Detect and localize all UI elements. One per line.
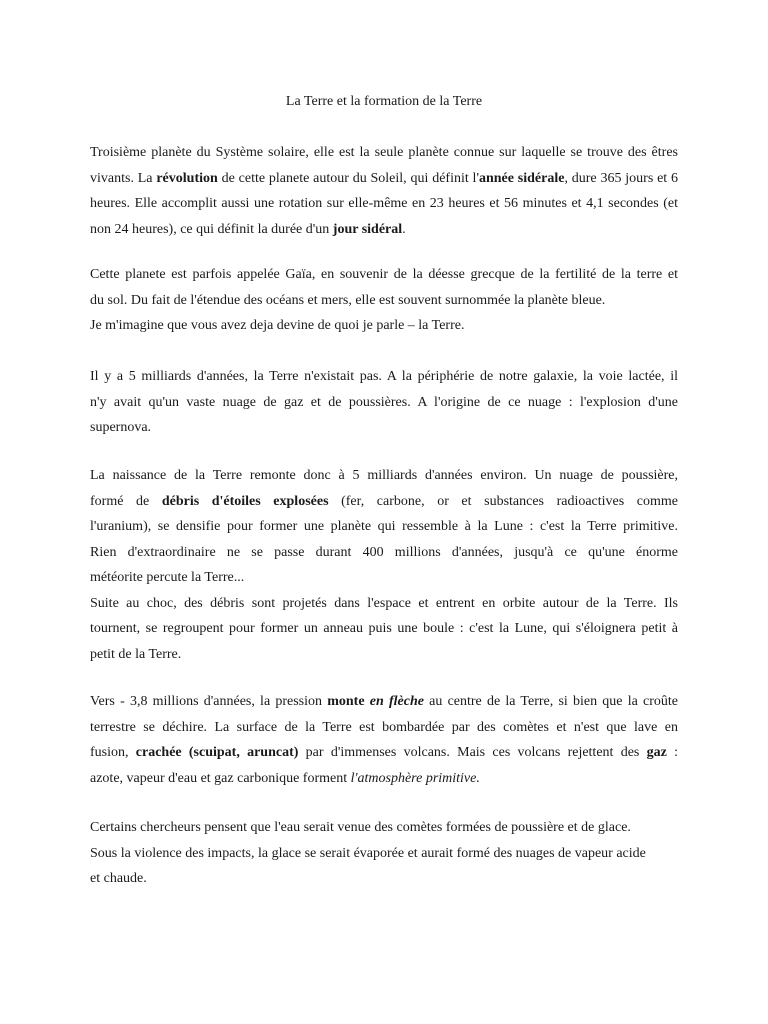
text-line: terrestre se déchire. La surface de la Terre est bombardée par des comètes et n'est que lave en	[90, 719, 678, 735]
bold-term-crachee: crachée (scuipat, aruncat)	[135, 745, 299, 760]
text-span: , dure 365 jours et 6 heures. Elle accomplit aussi une rotation sur elle-même en 23 heures et 56 minutes et 4,1 secondes (et non 24 heures), ce qui définit la durée d'un	[90, 170, 679, 237]
text-line: tournent, se regroupent pour former un anneau puis une boule : c'est la Lune, qui s'éloignera petit à	[90, 621, 678, 636]
paragraph-planet-intro	[90, 140, 678, 242]
text-span: par d'immenses volcans. Mais ces volcans rejettent des	[298, 745, 647, 760]
text-span: :	[666, 745, 678, 760]
text-span: formé de	[90, 493, 162, 509]
text-line: Je m'imagine que vous avez deja devine de quoi je parle – la Terre.	[90, 318, 465, 333]
italic-term-atmosphere: l'atmosphère primitive.	[350, 770, 480, 786]
paragraph-pressure	[90, 689, 678, 791]
text-line: supernova.	[90, 420, 152, 435]
text-line: Cette planete est parfois appelée Gaïa, en souvenir de la déesse grecque de la fertilité de la terre et	[90, 267, 678, 282]
text-line: Sous la violence des impacts, la glace se serait évaporée et aurait formé des nuages de vapeur acide	[90, 845, 646, 861]
text-span: .	[402, 221, 406, 237]
text-span: Troisième planète du Système solaire, elle est la seule planète connue sur laquelle se trouve des êtres vivants. La	[90, 145, 678, 186]
paragraph-birth-of-earth	[90, 463, 678, 667]
text-span: fusion,	[90, 745, 136, 760]
text-line: n'y avait qu'un vaste nuage de gaz et de poussières. A l'origine de ce nuage : l'explosion d'une	[90, 394, 678, 410]
text-line: petit de la Terre.	[90, 646, 182, 662]
text-line: Il y a 5 milliards d'années, la Terre n'existait pas. A la périphérie de notre galaxie, la voie lactée, il	[90, 369, 678, 384]
text-span: azote, vapeur d'eau et gaz carbonique forment	[90, 770, 351, 786]
bold-term-revolution: révolution	[156, 170, 218, 186]
text-line: et chaude.	[90, 871, 147, 886]
paragraph-water-origin	[90, 815, 678, 892]
text-line: l'uranium), se densifie pour former une planète qui ressemble à la Lune : c'est la Terre primitive.	[90, 519, 678, 534]
text-line: Certains chercheurs pensent que l'eau serait venue des comètes formées de poussière et de glace.	[90, 820, 631, 835]
bold-term-jour-sideral: jour sidéral	[332, 221, 403, 237]
bold-term-monte: monte	[327, 694, 370, 709]
text-line: Rien d'extraordinaire ne se passe durant 400 millions d'années, jusqu'à ce qu'une énorme	[90, 544, 678, 560]
text-line	[90, 740, 678, 766]
text-span: Vers - 3,8 millions d'années, la pression	[90, 694, 328, 709]
bold-term-debris: débris d'étoiles explosées	[161, 493, 329, 509]
text-line: Suite au choc, des débris sont projetés dans l'espace et entrent en orbite autour de la Terre. Ils	[90, 595, 678, 611]
paragraph-five-billion-years	[90, 364, 678, 441]
text-span: au centre de la Terre, si bien que la croûte	[423, 694, 678, 709]
bold-term-annee-siderale: année sidérale	[478, 170, 565, 186]
document-title: La Terre et la formation de la Terre	[285, 94, 483, 109]
text-line: La naissance de la Terre remonte donc à 5 milliards d'années environ. Un nuage de poussière,	[90, 468, 678, 483]
text-line: du sol. Du fait de l'étendue des océans et mers, elle est souvent surnommée la planète bleue.	[90, 292, 606, 308]
text-line	[90, 689, 678, 715]
text-span: de cette planete autour du Soleil, qui définit l'	[217, 170, 479, 186]
paragraph-gaia	[90, 262, 678, 339]
bold-italic-term-en-fleche: en flèche	[369, 694, 424, 709]
text-line: météorite percute la Terre...	[90, 570, 245, 585]
text-line	[90, 766, 678, 792]
text-span: (fer, carbone, or et substances radioactives comme	[328, 493, 678, 509]
text-line	[90, 489, 678, 515]
bold-term-gaz: gaz	[646, 745, 667, 760]
